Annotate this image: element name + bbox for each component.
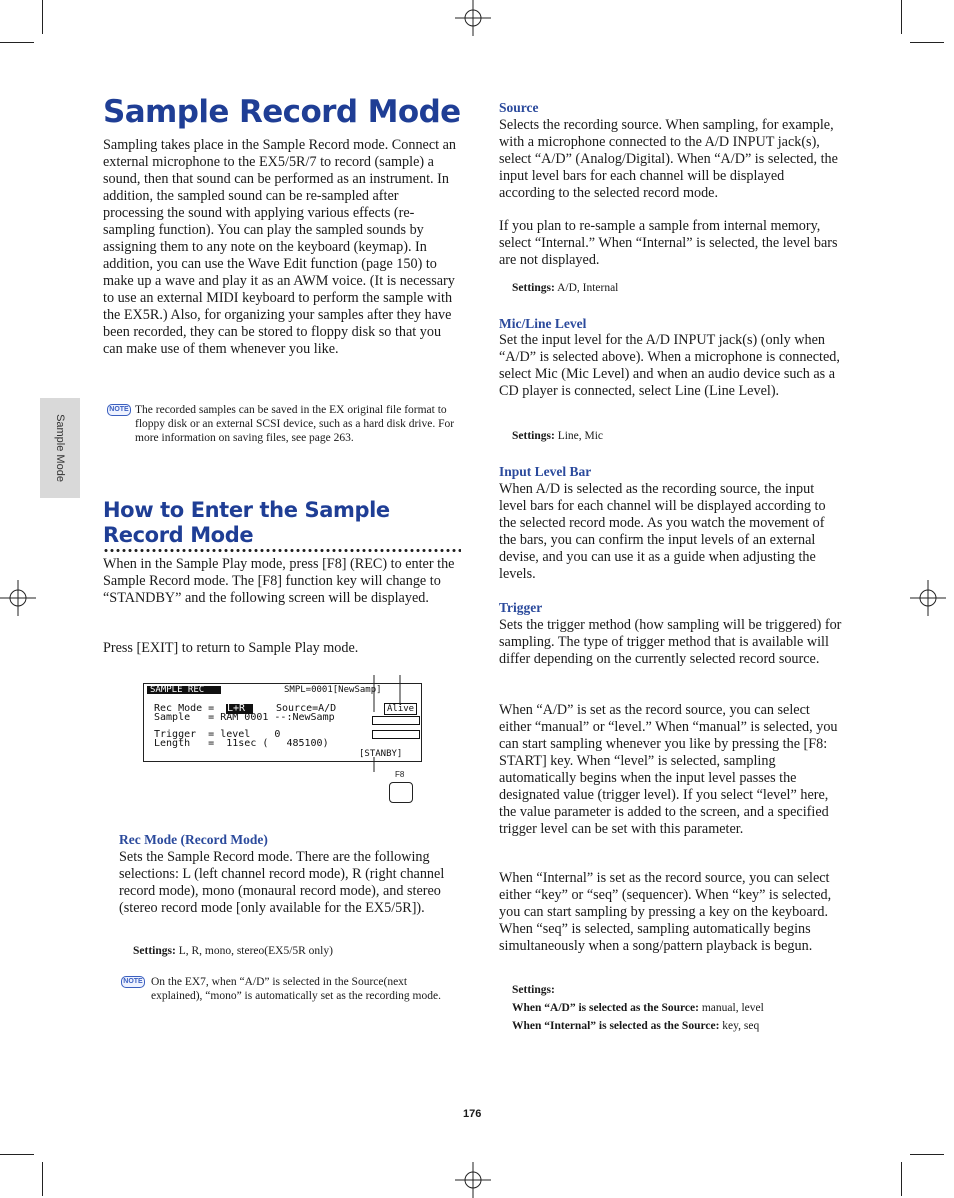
crop-mark xyxy=(0,42,34,43)
settings-condition: When “A/D” is selected as the Source: xyxy=(512,1002,699,1014)
trigger-text: When “Internal” is set as the record source, you can select either “key” or “seq” (sequencer). When “key” is selected, you can start sampling by pressing a key on the keyboard. When “seq” is selected, sampling automatically begins simultaneously when a song/pattern playback is begun. xyxy=(499,870,832,954)
lcd-rec-mode-value: L+R xyxy=(226,704,253,714)
settings-value: key, seq xyxy=(722,1020,760,1032)
lcd-rec-mode: Rec Mode = xyxy=(154,703,215,714)
trigger-settings-internal xyxy=(512,1020,759,1032)
mic-line-heading: Mic/Line Level xyxy=(499,316,587,331)
rec-mode-heading: Rec Mode (Record Mode) xyxy=(119,832,268,847)
callout-lines xyxy=(360,672,420,782)
trigger-settings-label xyxy=(512,984,555,996)
lcd-header-left: SAMPLE REC xyxy=(150,685,205,695)
note-icon: NOTE xyxy=(107,404,131,416)
crop-mark xyxy=(901,0,902,34)
lcd-source: Source=A/D xyxy=(276,703,337,714)
lcd-length-line: Length = 11sec ( 485100) xyxy=(154,738,329,749)
lcd-trigger-line: Trigger = level 0 xyxy=(154,729,281,740)
input-level-text: When A/D is selected as the recording source, the input level bars for each channel will be displayed according to the selected record mode. As you watch the movement of the bars, you can confirm the input levels of an external devise, and you can use it as a guide when adjusting the levels. xyxy=(499,481,826,582)
section-paragraph: When in the Sample Play mode, press [F8] (REC) to enter the Sample Record mode. The [F8] function key will change to “STANDBY” and the following screen will be displayed. xyxy=(103,556,455,606)
lcd-header-right: SMPL=0001[NewSamp] xyxy=(284,685,382,695)
crop-mark xyxy=(42,1162,43,1196)
side-tab xyxy=(40,398,80,498)
source-text: Selects the recording source. When sampling, for example, with a microphone connected to the A/D INPUT jack(s), select “A/D” (Analog/Digital). When “A/D” is selected, the input level bars for each channel will be displayed according to the selected record mode. xyxy=(499,117,838,201)
f8-key-icon xyxy=(389,782,413,803)
trigger-text: When “A/D” is set as the record source, you can select either “manual” or “level.” When “manual” is selected, you can start sampling whenever you like by pressing the [F8: START] key. When “level” is selected, sampling automatically begins when the input level passes the designated value (trigger level). If you select “level” here, the value parameter is added to the screen, and a specified trigger level can be set with this parameter. xyxy=(499,702,838,837)
settings-label: Settings: xyxy=(512,430,555,442)
section-paragraph: Press [EXIT] to return to Sample Play mode. xyxy=(103,640,359,656)
note-text: On the EX7, when “A/D” is selected in the Source(next explained), “mono” is automatically set as the recording mode. xyxy=(151,976,441,1002)
settings-label: Settings: xyxy=(512,282,555,294)
trigger-text: Sets the trigger method (how sampling will be triggered) for sampling. The type of trigger method that is available will differ depending on the currently selected record source. xyxy=(499,617,842,667)
note-icon: NOTE xyxy=(121,976,145,988)
lcd-sample-line: Sample = RAM 0001 --:NewSamp xyxy=(154,712,335,723)
page-number: 176 xyxy=(463,1108,482,1120)
registration-mark-icon xyxy=(910,580,946,616)
crop-mark xyxy=(0,1154,34,1155)
crop-mark xyxy=(910,42,944,43)
settings-condition: When “Internal” is selected as the Source: xyxy=(512,1020,720,1032)
registration-mark-icon xyxy=(455,0,491,36)
lcd-standby: [STANBY] xyxy=(359,749,403,759)
note-text: The recorded samples can be saved in the EX original file format to floppy disk or an external SCSI device, such as a hard disk drive. For more information on saving files, see page 263. xyxy=(135,404,455,444)
crop-mark xyxy=(910,1154,944,1155)
dotted-divider xyxy=(103,548,461,553)
side-tab-label: Sample Mode xyxy=(54,414,66,482)
settings-value: L, R, mono, stereo(EX5/5R only) xyxy=(178,945,333,957)
settings-label: Settings: xyxy=(512,984,555,996)
f8-label: F8 xyxy=(395,770,405,779)
intro-paragraph: Sampling takes place in the Sample Record mode. Connect an external microphone to the EX5/5R/7 to record (sample) a sound, then that sound can be performed as an instrument. In addition, the sampled sound can be re-sampled after processing the sound with applying various effects (re-sampling function). You can play the sampled sounds by assigning them to any note on the keyboard (keymap). In addition, you can use the Wave Edit function (page 150) to make up a wave and play it as an AWM voice. (It is necessary to use an external MIDI keyboard to perform the sample with the EX5R.) Also, for organizing your samples after they have been recorded, they can be stored to floppy disk so that you can make use of them whenever you like. xyxy=(103,137,457,357)
rec-mode-text: Sets the Sample Record mode. There are the following selections: L (left channel record mode), R (right channel record mode), mono (monaural record mode), and stereo (stereo record mode [only available for the EX5/5R]). xyxy=(119,849,445,916)
mic-line-settings xyxy=(512,430,603,442)
trigger-settings-ad xyxy=(512,1002,764,1014)
page-title: Sample Record Mode xyxy=(103,94,461,130)
crop-mark xyxy=(901,1162,902,1196)
source-heading: Source xyxy=(499,100,539,115)
lcd-meter-label: Alive xyxy=(384,703,417,715)
source-settings xyxy=(512,282,618,294)
registration-mark-icon xyxy=(455,1162,491,1198)
crop-mark xyxy=(42,0,43,34)
input-level-heading: Input Level Bar xyxy=(499,464,592,479)
section-title: How to Enter the Sample Record Mode xyxy=(103,498,390,547)
settings-value: Line, Mic xyxy=(557,430,604,442)
settings-value: A/D, Internal xyxy=(557,282,619,294)
settings-value: manual, level xyxy=(701,1002,764,1014)
mic-line-text: Set the input level for the A/D INPUT jack(s) (only when “A/D” is selected above). When a microphone is connected, select Mic (Mic Level) and when an audio device such as a CD player is connected, select Line (Line Level). xyxy=(499,332,840,399)
source-text: If you plan to re-sample a sample from internal memory, select “Internal.” When “Internal” is selected, the level bars are not displayed. xyxy=(499,218,838,268)
trigger-heading: Trigger xyxy=(499,600,543,615)
registration-mark-icon xyxy=(0,580,36,616)
rec-mode-settings xyxy=(133,945,333,957)
settings-label: Settings: xyxy=(133,945,176,957)
